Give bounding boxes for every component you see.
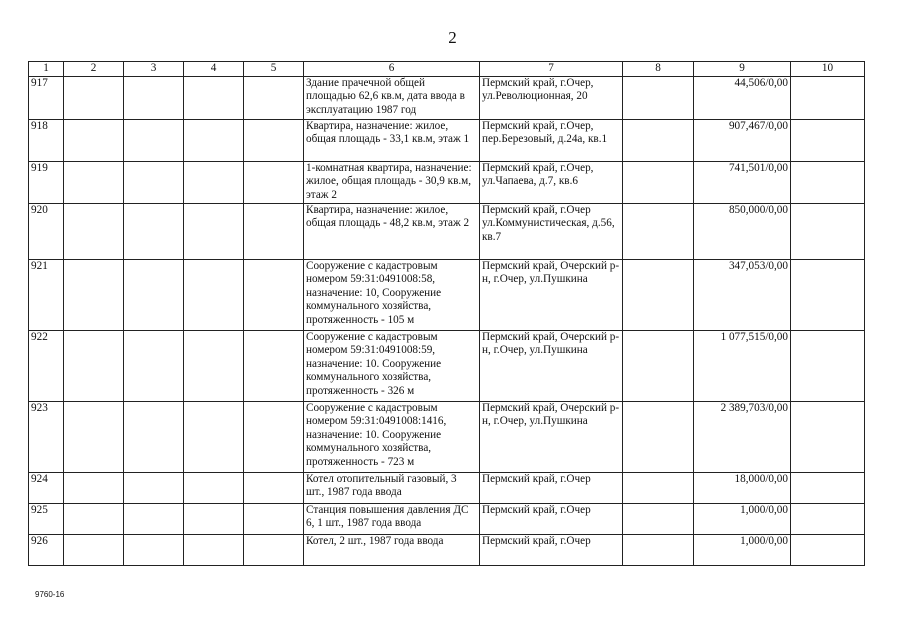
page-number: 2 <box>448 28 457 47</box>
column-header: 7 <box>480 62 623 77</box>
table-cell-c5 <box>244 259 304 330</box>
table-cell-c10 <box>791 330 865 401</box>
table-row <box>29 161 865 203</box>
table-cell-c1: 918 <box>29 119 64 161</box>
table-cell-c9: 907,467/0,00 <box>694 119 791 161</box>
table-row <box>29 330 865 401</box>
table-cell-c10 <box>791 401 865 472</box>
table-cell-c6: Сооружение с кадастровым номером 59:31:0491008:59, назначение: 10. Сооружение коммунального хозяйства, протяженность - 326 м <box>304 330 480 401</box>
document-code: 9760-16 <box>35 590 65 599</box>
table-cell-c7: Пермский край, г.Очер, ул.Революционная, 20 <box>480 76 623 119</box>
table-cell-c4 <box>184 503 244 534</box>
table-cell-c5 <box>244 472 304 503</box>
column-header: 3 <box>124 62 184 77</box>
table-cell-c3 <box>124 259 184 330</box>
table-cell-c5 <box>244 76 304 119</box>
table-cell-c10 <box>791 534 865 565</box>
table-cell-c1: 917 <box>29 76 64 119</box>
table-row <box>29 203 865 259</box>
table-cell-c9: 850,000/0,00 <box>694 203 791 259</box>
table-cell-c2 <box>64 259 124 330</box>
table-cell-c6: Здание прачечной общей площадью 62,6 кв.м, дата ввода в эксплуатацию 1987 год <box>304 76 480 119</box>
column-header: 10 <box>791 62 865 77</box>
table-cell-c5 <box>244 161 304 203</box>
table-cell-c9: 347,053/0,00 <box>694 259 791 330</box>
table-cell-c7: Пермский край, г.Очер <box>480 472 623 503</box>
table-cell-c8 <box>623 503 694 534</box>
table-cell-c4 <box>184 119 244 161</box>
table-row <box>29 534 865 565</box>
table-row <box>29 259 865 330</box>
table-cell-c8 <box>623 203 694 259</box>
table-cell-c6: Квартира, назначение: жилое, общая площадь - 33,1 кв.м, этаж 1 <box>304 119 480 161</box>
table-cell-c3 <box>124 119 184 161</box>
table-cell-c7: Пермский край, г.Очер, ул.Чапаева, д.7, кв.6 <box>480 161 623 203</box>
column-header: 6 <box>304 62 480 77</box>
table-cell-c10 <box>791 161 865 203</box>
column-header: 9 <box>694 62 791 77</box>
table-cell-c8 <box>623 76 694 119</box>
table-cell-c4 <box>184 259 244 330</box>
table-cell-c5 <box>244 401 304 472</box>
table-cell-c1: 926 <box>29 534 64 565</box>
table-cell-c1: 922 <box>29 330 64 401</box>
table-cell-c3 <box>124 472 184 503</box>
table-cell-c3 <box>124 401 184 472</box>
table-cell-c7: Пермский край, г.Очер, пер.Березовый, д.24а, кв.1 <box>480 119 623 161</box>
table-cell-c7: Пермский край, Очерский р-н, г.Очер, ул.Пушкина <box>480 259 623 330</box>
table-cell-c4 <box>184 161 244 203</box>
column-header: 2 <box>64 62 124 77</box>
table-cell-c2 <box>64 534 124 565</box>
table-cell-c10 <box>791 259 865 330</box>
header-row <box>29 62 865 77</box>
table-cell-c2 <box>64 401 124 472</box>
table-cell-c9: 741,501/0,00 <box>694 161 791 203</box>
table-cell-c6: Квартира, назначение: жилое, общая площадь - 48,2 кв.м, этаж 2 <box>304 203 480 259</box>
table-cell-c2 <box>64 76 124 119</box>
table-row <box>29 76 865 119</box>
table-cell-c1: 923 <box>29 401 64 472</box>
table-cell-c4 <box>184 472 244 503</box>
table-cell-c10 <box>791 472 865 503</box>
table-cell-c3 <box>124 203 184 259</box>
table-cell-c2 <box>64 503 124 534</box>
table-cell-c9: 1,000/0,00 <box>694 503 791 534</box>
column-header: 1 <box>29 62 64 77</box>
table-cell-c5 <box>244 503 304 534</box>
table-row <box>29 119 865 161</box>
table-cell-c3 <box>124 330 184 401</box>
table-cell-c4 <box>184 534 244 565</box>
table-cell-c1: 921 <box>29 259 64 330</box>
table-cell-c2 <box>64 472 124 503</box>
table-cell-c6: Котел отопительный газовый, 3 шт., 1987 года ввода <box>304 472 480 503</box>
table-cell-c7: Пермский край, г.Очер <box>480 534 623 565</box>
table-cell-c2 <box>64 161 124 203</box>
table-cell-c9: 44,506/0,00 <box>694 76 791 119</box>
table-cell-c5 <box>244 203 304 259</box>
table-cell-c3 <box>124 534 184 565</box>
table-cell-c9: 18,000/0,00 <box>694 472 791 503</box>
table-cell-c8 <box>623 330 694 401</box>
table-cell-c4 <box>184 330 244 401</box>
table-cell-c8 <box>623 472 694 503</box>
table-cell-c3 <box>124 503 184 534</box>
column-header: 8 <box>623 62 694 77</box>
table-cell-c2 <box>64 330 124 401</box>
table-row <box>29 401 865 472</box>
table-cell-c1: 925 <box>29 503 64 534</box>
table-cell-c2 <box>64 119 124 161</box>
table-cell-c8 <box>623 119 694 161</box>
table-cell-c10 <box>791 503 865 534</box>
table-row <box>29 503 865 534</box>
table-cell-c3 <box>124 76 184 119</box>
table-cell-c1: 919 <box>29 161 64 203</box>
table-cell-c6: Сооружение с кадастровым номером 59:31:0491008:1416, назначение: 10. Сооружение коммунального хозяйства, протяженность - 723 м <box>304 401 480 472</box>
table-cell-c2 <box>64 203 124 259</box>
table-cell-c9: 1 077,515/0,00 <box>694 330 791 401</box>
property-registry-table <box>28 61 865 566</box>
column-header: 4 <box>184 62 244 77</box>
table-cell-c8 <box>623 259 694 330</box>
table-cell-c7: Пермский край, г.Очер ул.Коммунистическая, д.56, кв.7 <box>480 203 623 259</box>
table-cell-c6: Котел, 2 шт., 1987 года ввода <box>304 534 480 565</box>
table-cell-c6: 1-комнатная квартира, назначение: жилое, общая площадь - 30,9 кв.м, этаж 2 <box>304 161 480 203</box>
table-cell-c4 <box>184 401 244 472</box>
table-cell-c7: Пермский край, г.Очер <box>480 503 623 534</box>
table-cell-c10 <box>791 76 865 119</box>
table-cell-c3 <box>124 161 184 203</box>
table-cell-c5 <box>244 119 304 161</box>
table-cell-c5 <box>244 330 304 401</box>
table-cell-c7: Пермский край, Очерский р-н, г.Очер, ул.Пушкина <box>480 401 623 472</box>
table-cell-c6: Станция повышения давления ДС 6, 1 шт., 1987 года ввода <box>304 503 480 534</box>
table-cell-c6: Сооружение с кадастровым номером 59:31:0491008:58, назначение: 10, Сооружение коммунального хозяйства, протяженность - 105 м <box>304 259 480 330</box>
table-cell-c8 <box>623 161 694 203</box>
table-cell-c4 <box>184 203 244 259</box>
table-cell-c7: Пермский край, Очерский р-н, г.Очер, ул.Пушкина <box>480 330 623 401</box>
table-cell-c9: 1,000/0,00 <box>694 534 791 565</box>
table-cell-c10 <box>791 119 865 161</box>
table-cell-c1: 920 <box>29 203 64 259</box>
table-cell-c4 <box>184 76 244 119</box>
column-header: 5 <box>244 62 304 77</box>
table-cell-c5 <box>244 534 304 565</box>
table-cell-c8 <box>623 534 694 565</box>
table-cell-c10 <box>791 203 865 259</box>
table-cell-c1: 924 <box>29 472 64 503</box>
table-row <box>29 472 865 503</box>
table-cell-c8 <box>623 401 694 472</box>
table-cell-c9: 2 389,703/0,00 <box>694 401 791 472</box>
table-body <box>29 76 865 565</box>
